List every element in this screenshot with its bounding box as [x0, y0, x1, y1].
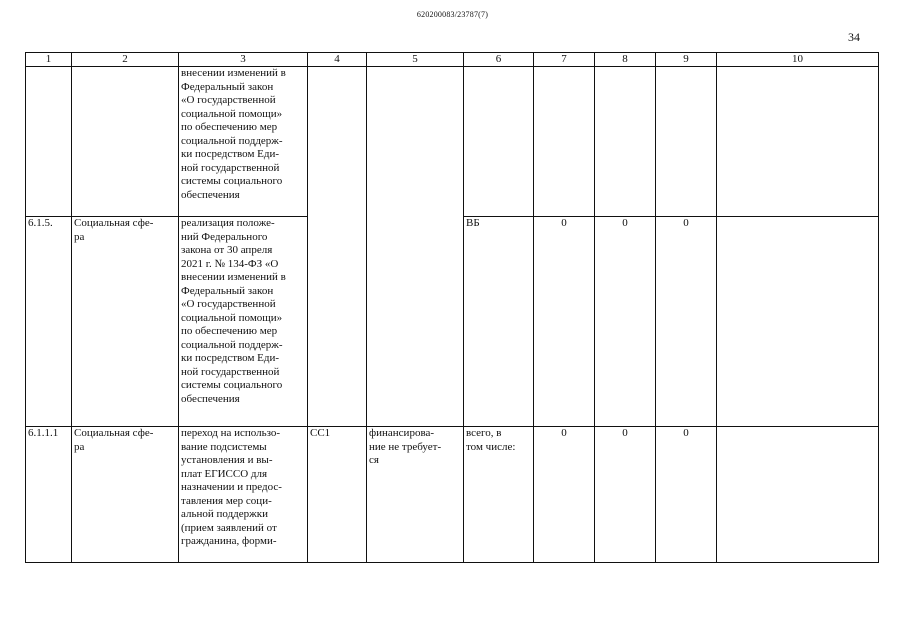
cell-sphere: [72, 67, 179, 217]
cell-value-7: 0: [534, 217, 595, 427]
cell-source: всего, в том числе:: [464, 427, 534, 563]
cell-value-9: 0: [656, 427, 717, 563]
budget-table: [25, 52, 879, 563]
column-header-9: 9: [656, 53, 717, 67]
cell-measure-description: реализация положе- ний Федерального закона от 30 апреля 2021 г. № 134-ФЗ «О внесении изменений в Федеральный закон «О государственной социальной помощи» по обеспечению мер социальной поддерж- ки посредством Еди- ной государственной системы социального обеспечения: [179, 217, 308, 427]
cell-value-8: 0: [595, 217, 656, 427]
column-header-7: 7: [534, 53, 595, 67]
table-row-continued: [26, 67, 879, 217]
column-header-5: 5: [367, 53, 464, 67]
cell-value-8: 0: [595, 427, 656, 563]
cell-sphere: Социальная сфе- ра: [72, 217, 179, 427]
cell-notes: [717, 217, 879, 427]
cell-value-7: [534, 67, 595, 217]
column-header-3: 3: [179, 53, 308, 67]
header-row: [26, 53, 879, 67]
cell-sphere: Социальная сфе- ра: [72, 427, 179, 563]
cell-item-number: 6.1.1.1: [26, 427, 72, 563]
column-header-10: 10: [717, 53, 879, 67]
cell-code: [308, 67, 367, 427]
cell-value-7: 0: [534, 427, 595, 563]
cell-item-number: [26, 67, 72, 217]
cell-source: ВБ: [464, 217, 534, 427]
column-header-1: 1: [26, 53, 72, 67]
cell-financing-note: [367, 67, 464, 427]
document-id: 620200083/23787(7): [416, 10, 489, 19]
cell-measure-description: переход на использо- вание подсистемы установления и вы- плат ЕГИССО для назначении и предос- тавления мер соци- альной поддержки (прием заявлений от гражданина, форми-: [179, 427, 308, 563]
cell-value-9: [656, 67, 717, 217]
cell-code: СС1: [308, 427, 367, 563]
cell-value-8: [595, 67, 656, 217]
cell-source: [464, 67, 534, 217]
column-header-8: 8: [595, 53, 656, 67]
cell-notes: [717, 67, 879, 217]
cell-notes: [717, 427, 879, 563]
cell-item-number: 6.1.5.: [26, 217, 72, 427]
column-header-6: 6: [464, 53, 534, 67]
cell-value-9: 0: [656, 217, 717, 427]
column-header-4: 4: [308, 53, 367, 67]
page-number: 34: [848, 30, 860, 44]
column-header-2: 2: [72, 53, 179, 67]
table-row-6-1-1-1: [26, 427, 879, 563]
cell-measure-description: внесении изменений в Федеральный закон «О государственной социальной помощи» по обеспечению мер социальной поддерж- ки посредством Еди- ной государственной системы социального обеспечения: [179, 67, 308, 217]
cell-financing-note: финансирова- ние не требует- ся: [367, 427, 464, 563]
